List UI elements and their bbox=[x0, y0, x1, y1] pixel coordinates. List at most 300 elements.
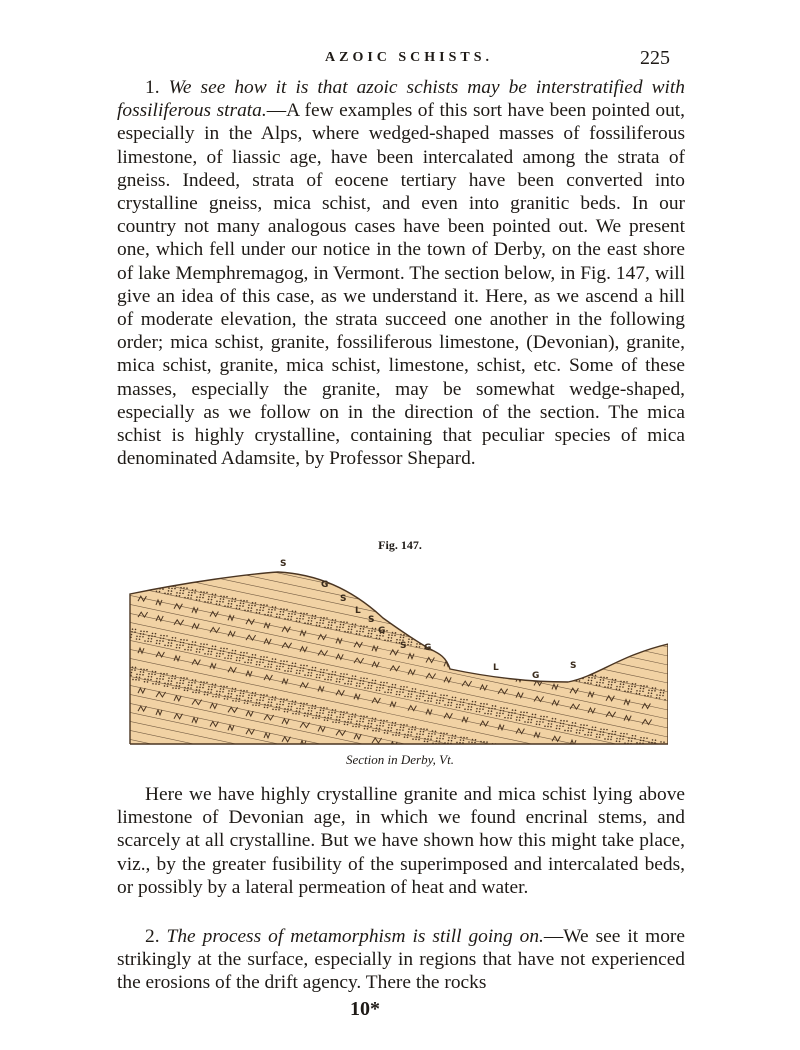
granite-dot bbox=[622, 686, 624, 688]
granite-dot bbox=[444, 745, 446, 747]
granite-dot bbox=[136, 584, 138, 586]
granite-dot bbox=[415, 739, 417, 741]
granite-dot bbox=[399, 691, 401, 693]
granite-dot bbox=[635, 735, 637, 737]
granite-dot bbox=[519, 719, 521, 721]
granite-dot bbox=[239, 695, 241, 697]
granite-dot bbox=[336, 719, 338, 721]
granite-dot bbox=[380, 681, 382, 683]
granite-dot bbox=[148, 638, 150, 640]
granite-dot bbox=[468, 654, 470, 656]
granite-dot bbox=[228, 600, 230, 602]
granite-dot bbox=[276, 613, 278, 615]
granite-dot bbox=[539, 724, 541, 726]
granite-dot bbox=[224, 657, 226, 659]
granite-dot bbox=[474, 652, 476, 654]
granite-dot bbox=[200, 643, 202, 645]
granite-dot bbox=[356, 720, 358, 722]
granite-dot bbox=[491, 748, 493, 750]
granite-dot bbox=[306, 613, 308, 615]
granite-dot bbox=[646, 737, 648, 739]
granite-dot bbox=[368, 723, 370, 725]
granite-dot bbox=[324, 719, 326, 721]
granite-dot bbox=[222, 653, 224, 655]
granite-dot bbox=[576, 729, 578, 731]
granite-dot bbox=[495, 705, 497, 707]
granite-dot bbox=[300, 612, 302, 614]
granite-dot bbox=[355, 623, 357, 625]
granite-dot bbox=[340, 621, 342, 623]
granite-dot bbox=[276, 665, 278, 667]
granite-dot bbox=[374, 682, 376, 684]
granite-dot bbox=[628, 685, 630, 687]
granite-dot bbox=[350, 683, 352, 685]
granite-dot bbox=[159, 591, 161, 593]
granite-dot bbox=[203, 681, 205, 683]
granite-dot bbox=[323, 669, 325, 671]
granite-dot bbox=[374, 720, 376, 722]
granite-dot bbox=[299, 670, 301, 672]
granite-dot bbox=[568, 725, 570, 727]
granite-dot bbox=[351, 629, 353, 631]
granite-dot bbox=[479, 711, 481, 713]
granite-dot bbox=[308, 669, 310, 671]
granite-dot bbox=[500, 707, 502, 709]
granite-dot bbox=[186, 587, 188, 589]
granite-dot bbox=[384, 691, 386, 693]
granite-dot bbox=[303, 667, 305, 669]
granite-dot bbox=[190, 687, 192, 689]
granite-dot bbox=[336, 626, 338, 628]
granite-dot bbox=[192, 589, 194, 591]
granite-dot bbox=[500, 745, 502, 747]
granite-dot bbox=[468, 651, 470, 653]
granite-dot bbox=[520, 714, 522, 716]
granite-dot bbox=[294, 613, 296, 615]
granite-dot bbox=[476, 746, 478, 748]
granite-dot bbox=[143, 631, 145, 633]
granite-dot bbox=[168, 642, 170, 644]
granite-dot bbox=[360, 628, 362, 630]
granite-dot bbox=[546, 716, 548, 718]
granite-dot bbox=[331, 714, 333, 716]
granite-dot bbox=[392, 684, 394, 686]
granite-dot bbox=[486, 651, 488, 653]
granite-dot bbox=[332, 671, 334, 673]
granite-dot bbox=[431, 643, 433, 645]
granite-dot bbox=[423, 731, 425, 733]
granite-dot bbox=[196, 686, 198, 688]
granite-dot bbox=[160, 583, 162, 585]
granite-dot bbox=[303, 665, 305, 667]
granite-dot bbox=[303, 615, 305, 617]
granite-dot bbox=[184, 689, 186, 691]
granite-dot bbox=[208, 651, 210, 653]
granite-dot bbox=[139, 674, 141, 676]
granite-dot bbox=[140, 630, 142, 632]
granite-dot bbox=[266, 604, 268, 606]
granite-dot bbox=[379, 638, 381, 640]
granite-dot bbox=[174, 640, 176, 642]
granite-dot bbox=[294, 665, 296, 667]
granite-dot bbox=[279, 704, 281, 706]
granite-dot bbox=[524, 669, 526, 671]
granite-dot bbox=[352, 675, 354, 677]
granite-dot bbox=[467, 747, 469, 749]
granite-dot bbox=[488, 655, 490, 657]
granite-dot bbox=[132, 576, 134, 578]
granite-dot bbox=[335, 671, 337, 673]
granite-dot bbox=[630, 691, 632, 693]
granite-dot bbox=[416, 643, 418, 645]
granite-dot bbox=[276, 616, 278, 618]
granite-dot bbox=[391, 686, 393, 688]
granite-dot bbox=[155, 633, 157, 635]
granite-dot bbox=[590, 734, 592, 736]
granite-dot bbox=[415, 636, 417, 638]
granite-dot bbox=[382, 687, 384, 689]
granite-dot bbox=[232, 598, 234, 600]
granite-dot bbox=[436, 647, 438, 649]
granite-dot bbox=[410, 644, 412, 646]
granite-dot bbox=[138, 679, 140, 681]
granite-dot bbox=[468, 741, 470, 743]
granite-dot bbox=[343, 676, 345, 678]
granite-dot bbox=[516, 667, 518, 669]
granite-dot bbox=[216, 693, 218, 695]
granite-dot bbox=[426, 728, 428, 730]
granite-dot bbox=[251, 697, 253, 699]
granite-dot bbox=[155, 581, 157, 583]
granite-dot bbox=[583, 724, 585, 726]
granite-dot bbox=[504, 665, 506, 667]
granite-dot bbox=[416, 698, 418, 700]
granite-dot bbox=[636, 745, 638, 747]
granite-dot bbox=[407, 737, 409, 739]
granite-dot bbox=[468, 706, 470, 708]
granite-dot bbox=[340, 714, 342, 716]
granite-dot bbox=[351, 719, 353, 721]
granite-dot bbox=[420, 638, 422, 640]
granite-dot bbox=[355, 726, 357, 728]
granite-dot bbox=[156, 640, 158, 642]
granite-dot bbox=[183, 642, 185, 644]
granite-dot bbox=[311, 672, 313, 674]
granite-dot bbox=[503, 748, 505, 750]
granite-dot bbox=[183, 587, 185, 589]
granite-dot bbox=[352, 623, 354, 625]
granite-dot bbox=[350, 631, 352, 633]
granite-dot bbox=[407, 644, 409, 646]
granite-dot bbox=[494, 656, 496, 658]
granite-dot bbox=[316, 674, 318, 676]
granite-dot bbox=[248, 694, 250, 696]
granite-dot bbox=[503, 745, 505, 747]
granite-dot bbox=[242, 657, 244, 659]
granite-dot bbox=[303, 703, 305, 705]
granite-dot bbox=[594, 677, 596, 679]
granite-dot bbox=[387, 640, 389, 642]
granite-dot bbox=[439, 702, 441, 704]
granite-dot bbox=[543, 716, 545, 718]
granite-dot bbox=[352, 726, 354, 728]
granite-dot bbox=[212, 683, 214, 685]
granite-dot bbox=[147, 681, 149, 683]
granite-dot bbox=[363, 680, 365, 682]
granite-dot bbox=[182, 645, 184, 647]
granite-dot bbox=[135, 679, 137, 681]
granite-dot bbox=[375, 628, 377, 630]
granite-dot bbox=[488, 748, 490, 750]
granite-dot bbox=[292, 610, 294, 612]
granite-dot bbox=[400, 636, 402, 638]
granite-dot bbox=[440, 732, 442, 734]
granite-dot bbox=[262, 662, 264, 664]
granite-dot bbox=[142, 636, 144, 638]
granite-dot bbox=[168, 677, 170, 679]
granite-dot bbox=[307, 713, 309, 715]
granite-dot bbox=[172, 687, 174, 689]
granite-dot bbox=[488, 707, 490, 709]
granite-dot bbox=[167, 685, 169, 687]
granite-dot bbox=[167, 683, 169, 685]
granite-dot bbox=[424, 700, 426, 702]
granite-dot bbox=[546, 664, 548, 666]
granite-dot bbox=[228, 655, 230, 657]
granite-dot bbox=[363, 718, 365, 720]
granite-dot bbox=[247, 662, 249, 664]
granite-dot bbox=[563, 723, 565, 725]
granite-dot bbox=[604, 738, 606, 740]
granite-dot bbox=[568, 673, 570, 675]
granite-dot bbox=[555, 718, 557, 720]
granite-dot bbox=[348, 626, 350, 628]
granite-dot bbox=[164, 685, 166, 687]
granite-dot bbox=[270, 666, 272, 668]
granite-dot bbox=[439, 738, 441, 740]
granite-dot bbox=[260, 656, 262, 658]
granite-dot bbox=[360, 677, 362, 679]
granite-dot bbox=[363, 715, 365, 717]
granite-dot bbox=[414, 691, 416, 693]
granite-dot bbox=[528, 664, 530, 666]
granite-dot bbox=[634, 686, 636, 688]
granite-dot bbox=[556, 676, 558, 678]
granite-dot bbox=[430, 738, 432, 740]
granite-dot bbox=[631, 740, 633, 742]
granite-dot bbox=[246, 690, 248, 692]
granite-dot bbox=[260, 694, 262, 696]
granite-dot bbox=[250, 700, 252, 702]
granite-dot bbox=[406, 724, 408, 726]
granite-dot bbox=[334, 622, 336, 624]
granite-dot bbox=[524, 721, 526, 723]
granite-dot bbox=[571, 673, 573, 675]
granite-dot bbox=[247, 702, 249, 704]
granite-dot bbox=[183, 639, 185, 641]
granite-dot bbox=[432, 640, 434, 642]
granite-dot bbox=[148, 635, 150, 637]
granite-dot bbox=[331, 674, 333, 676]
granite-dot bbox=[255, 602, 257, 604]
granite-dot bbox=[311, 617, 313, 619]
granite-dot bbox=[559, 728, 561, 730]
granite-dot bbox=[503, 707, 505, 709]
granite-dot bbox=[351, 678, 353, 680]
granite-dot bbox=[519, 665, 521, 667]
granite-dot bbox=[424, 738, 426, 740]
granite-dot bbox=[283, 698, 285, 700]
granite-dot bbox=[462, 652, 464, 654]
granite-dot bbox=[191, 682, 193, 684]
granite-dot bbox=[388, 634, 390, 636]
granite-dot bbox=[335, 721, 337, 723]
granite-dot bbox=[214, 596, 216, 598]
granite-dot bbox=[450, 653, 452, 655]
granite-dot bbox=[259, 609, 261, 611]
granite-dot bbox=[499, 660, 501, 662]
granite-dot bbox=[567, 678, 569, 680]
granite-dot bbox=[296, 618, 298, 620]
granite-dot bbox=[531, 667, 533, 669]
granite-dot bbox=[654, 690, 656, 692]
granite-dot bbox=[326, 707, 328, 709]
granite-dot bbox=[251, 657, 253, 659]
granite-dot bbox=[160, 635, 162, 637]
granite-dot bbox=[526, 660, 528, 662]
granite-dot bbox=[464, 746, 466, 748]
granite-dot bbox=[348, 718, 350, 720]
granite-dot bbox=[219, 653, 221, 655]
granite-dot bbox=[439, 740, 441, 742]
granite-dot bbox=[588, 677, 590, 679]
granite-dot bbox=[146, 579, 148, 581]
granite-dot bbox=[580, 727, 582, 729]
granite-dot bbox=[440, 694, 442, 696]
granite-dot bbox=[231, 652, 233, 654]
granite-dot bbox=[195, 641, 197, 643]
granite-dot bbox=[556, 728, 558, 730]
granite-dot bbox=[499, 663, 501, 665]
granite-dot bbox=[576, 732, 578, 734]
granite-dot bbox=[555, 666, 557, 668]
granite-dot bbox=[143, 581, 145, 583]
signature-mark: 10* bbox=[350, 998, 380, 1020]
stratum-line bbox=[128, 748, 668, 750]
granite-dot bbox=[388, 686, 390, 688]
granite-dot bbox=[439, 650, 441, 652]
granite-dot bbox=[390, 640, 392, 642]
granite-dot bbox=[236, 605, 238, 607]
granite-dot bbox=[570, 730, 572, 732]
granite-dot bbox=[376, 727, 378, 729]
granite-dot bbox=[243, 603, 245, 605]
granite-dot bbox=[176, 682, 178, 684]
granite-dot bbox=[380, 719, 382, 721]
granite-dot bbox=[219, 601, 221, 603]
granite-dot bbox=[426, 690, 428, 692]
granite-dot bbox=[566, 668, 568, 670]
stratum-letter: S bbox=[368, 615, 375, 625]
granite-dot bbox=[274, 661, 276, 663]
granite-dot bbox=[242, 695, 244, 697]
granite-dot bbox=[623, 736, 625, 738]
granite-dot bbox=[222, 691, 224, 693]
granite-dot bbox=[132, 679, 134, 681]
granite-dot bbox=[475, 649, 477, 651]
granite-dot bbox=[626, 733, 628, 735]
granite-dot bbox=[379, 725, 381, 727]
granite-dot bbox=[651, 742, 653, 744]
granite-dot bbox=[339, 681, 341, 683]
granite-dot bbox=[267, 707, 269, 709]
granite-dot bbox=[408, 731, 410, 733]
granite-dot bbox=[343, 624, 345, 626]
granite-dot bbox=[275, 709, 277, 711]
granite-dot bbox=[139, 584, 141, 586]
granite-dot bbox=[660, 741, 662, 743]
granite-dot bbox=[160, 637, 162, 639]
granite-dot bbox=[474, 704, 476, 706]
granite-dot bbox=[395, 632, 397, 634]
granite-dot bbox=[212, 696, 214, 698]
granite-dot bbox=[436, 699, 438, 701]
granite-dot bbox=[150, 641, 152, 643]
granite-dot bbox=[288, 616, 290, 618]
granite-dot bbox=[338, 722, 340, 724]
granite-dot bbox=[324, 627, 326, 629]
granite-dot bbox=[515, 710, 517, 712]
granite-dot bbox=[200, 684, 202, 686]
granite-dot bbox=[486, 741, 488, 743]
granite-dot bbox=[179, 647, 181, 649]
granite-dot bbox=[460, 699, 462, 701]
granite-dot bbox=[144, 588, 146, 590]
granite-dot bbox=[500, 710, 502, 712]
granite-dot bbox=[579, 732, 581, 734]
granite-dot bbox=[166, 673, 168, 675]
granite-dot bbox=[167, 645, 169, 647]
granite-dot bbox=[159, 640, 161, 642]
granite-dot bbox=[412, 688, 414, 690]
granite-dot bbox=[256, 699, 258, 701]
granite-dot bbox=[354, 716, 356, 718]
schist-mark bbox=[480, 669, 486, 674]
granite-dot bbox=[226, 686, 228, 688]
granite-dot bbox=[388, 689, 390, 691]
granite-dot bbox=[288, 665, 290, 667]
granite-dot bbox=[280, 698, 282, 700]
granite-dot bbox=[212, 645, 214, 647]
granite-dot bbox=[276, 706, 278, 708]
granite-dot bbox=[175, 675, 177, 677]
granite-dot bbox=[580, 675, 582, 677]
granite-dot bbox=[466, 699, 468, 701]
granite-dot bbox=[223, 686, 225, 688]
granite-dot bbox=[291, 668, 293, 670]
granite-dot bbox=[466, 737, 468, 739]
granite-dot bbox=[491, 746, 493, 748]
granite-dot bbox=[160, 673, 162, 675]
granite-dot bbox=[146, 631, 148, 633]
granite-dot bbox=[559, 673, 561, 675]
granite-dot bbox=[246, 600, 248, 602]
granite-dot bbox=[128, 636, 129, 638]
figure-label: Fig. 147. bbox=[378, 538, 422, 552]
granite-dot bbox=[322, 712, 324, 714]
granite-dot bbox=[388, 724, 390, 726]
granite-dot bbox=[188, 594, 190, 596]
